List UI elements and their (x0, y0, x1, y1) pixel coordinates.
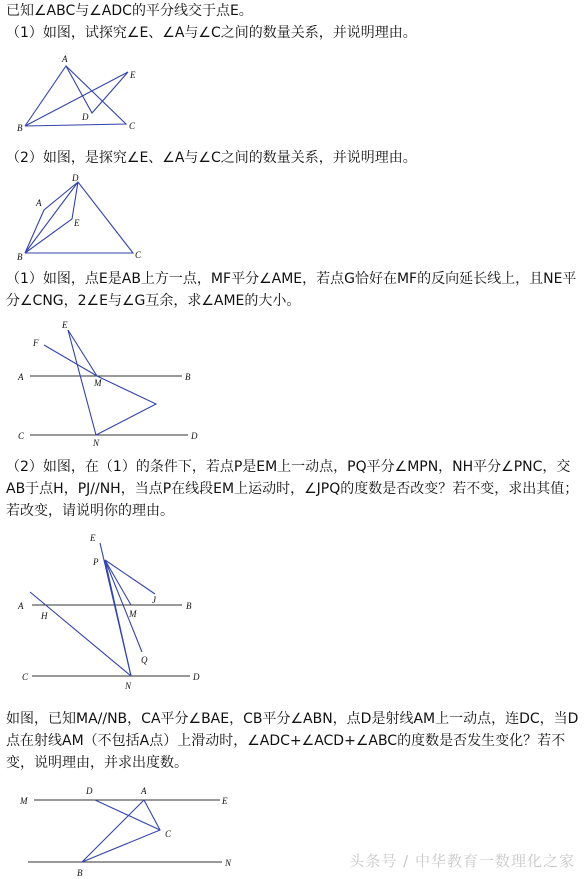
fig1-label-b: B (17, 123, 23, 133)
fig2-label-c: C (135, 250, 142, 260)
fig2-label-d: D (72, 173, 79, 183)
watermark-text: 头条号 / 中华教育一数理化之家 (349, 852, 575, 870)
fig5-label-n: N (225, 858, 232, 868)
fig4-label-b: B (186, 601, 192, 611)
fig5-label-b: B (77, 868, 83, 878)
figure-1-lines (25, 66, 128, 126)
fig4-label-j: J (152, 595, 156, 605)
fig4-label-c: C (22, 672, 29, 682)
fig4-label-p: P (93, 557, 99, 567)
fig5-label-m: M (20, 796, 28, 806)
figure-3-lines (30, 330, 188, 435)
fig3-label-e: E (62, 320, 68, 330)
fig3-label-b: B (185, 372, 191, 382)
fig5-label-e: E (222, 796, 228, 806)
fig4-label-d: D (193, 672, 200, 682)
fig2-label-b: B (17, 252, 23, 262)
fig3-label-m: M (94, 378, 102, 388)
question-5-text: 如图，已知MA//NB，CA平分∠BAE，CB平分∠ABN，点D是射线AM上一动点，连DC，当D点在射线AM（不包括A点）上滑动时，∠ADC+∠ACD+∠ABC的度数是否发生变化？若不变，说明理由，并求出度数。 (6, 711, 579, 771)
fig1-label-d: D (82, 112, 89, 122)
fig4-label-q: Q (141, 655, 148, 665)
question-4-text: （2）如图，在（1）的条件下，若点P是EM上一动点，PQ平分∠MPN，NH平分∠PNC，交AB于点H，PJ//NH，当点P在线段EM上运动时，∠JPQ的度数是否改变？若不变，求出其值；若改变，请说明你的理由。 (6, 459, 579, 519)
fig3-label-f: F (33, 338, 39, 348)
fig4-label-m: M (129, 609, 137, 619)
question-2-text: （2）如图，是探究∠E、∠A与∠C之间的数量关系，并说明理由。 (6, 150, 417, 166)
fig3-label-d: D (191, 431, 198, 441)
fig4-label-e: E (90, 533, 96, 543)
fig5-label-a: A (141, 786, 147, 796)
fig3-label-n: N (93, 438, 100, 448)
fig5-label-d: D (86, 786, 93, 796)
figure-4-lines (30, 543, 190, 676)
figure-5-lines (28, 800, 222, 862)
fig4-label-n: N (125, 681, 132, 691)
question-3-text: （1）如图，点E是AB上方一点，MF平分∠AME，若点G恰好在MF的反向延长线上，且NE平分∠CNG，2∠E与∠G互余，求∠AME的大小。 (6, 271, 577, 309)
fig5-label-c: C (165, 829, 172, 839)
fig4-label-a: A (18, 601, 24, 611)
question-1-text: （1）如图，试探究∠E、∠A与∠C之间的数量关系，并说明理由。 (6, 25, 417, 41)
fig1-label-c: C (129, 121, 136, 131)
fig1-label-a: A (62, 54, 68, 64)
fig1-label-e: E (130, 70, 136, 80)
figure-2-lines (25, 182, 133, 253)
fig3-label-c: C (18, 431, 25, 441)
fig2-label-e: E (74, 218, 80, 228)
fig3-label-a: A (18, 372, 24, 382)
intro-text: 已知∠ABC与∠ADC的平分线交于点E。 (6, 3, 253, 19)
fig4-label-h: H (41, 611, 48, 621)
fig2-label-a: A (36, 198, 42, 208)
